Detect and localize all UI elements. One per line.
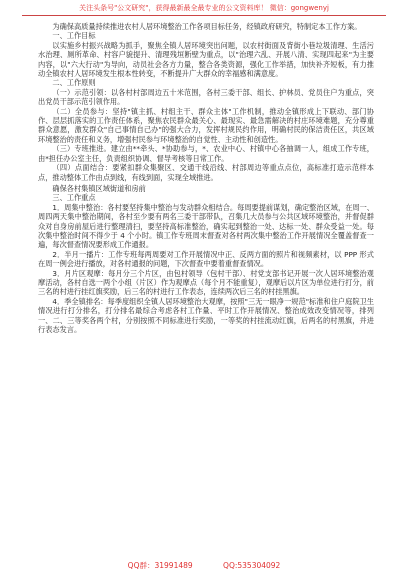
body-paragraph: （三）专班推进。建立由**牵头、*协助参与，*、农业中心、村镇中心各抽调一人，组成工作专班，由*担任办公室主任，负责组织协调、督导考核等日常工作。 [38,144,374,163]
section-heading: 二、工作原则 [52,78,96,88]
body-paragraph: 以实施乡村振兴战略为抓手，聚焦全镇人居环境突出问题，以农村街面及背街小巷垃圾清理、生活污水治理、厕所革命、村容户貌提升、清理残垣断壁为重点，以"治理六乱、开展八清、实现四起来"为主要内容，以"六大行动"为导向，动员社会各方力量，整合各类资源，强化工作举措，加快补齐短板，有力推动全镇农村人居环境发生根本性转变，不断提升广大群众的幸福感和满意度。 [38,40,374,79]
body-paragraph: 2．半月一播片：工作专班每两周要对工作开展情况中正、反两方面的照片和视频素材，以 PPP 形式在周一例会进行播放，对各村通报的问题，下次督查中要着重督查情况。 [38,249,374,269]
body-paragraph: 确保各村集镇区域街道和房前 [52,183,146,193]
body-paragraph: （四）点面结合：要紧扣群众集聚区、交通干线沿线、村部周边等重点点位，高标准打造示范样本点，推动整体工作由点到线，有线到面，实现全域推进。 [38,163,374,182]
intro-paragraph: 为确保高质量持续推进农村人居环境整治工作各项目标任务，经镇政府研究，特制定本工作方案。 [52,22,362,31]
section-heading: 三、工作重点 [52,193,96,203]
header-banner [0,4,408,13]
document-body [38,22,374,334]
body-paragraph: 1．周集中整治：各村要坚持集中整治与发动群众相结合。每周要提前谋划，确定整治区域，在周一、周四两天集中整治期间，各村至少要有两名三委干部带队，召集几大员参与公共区域环境整治，并督促群众对自身房前屋后进行整理清扫，要坚持高标准整治，确实起到整治一处、达标一处、群众受益一处。每次集中整治时间不得少于 4 个小时。镇工作专班周末督查对各村两次集中整治工作开展情况全覆盖督查一遍，每次督查情况要形成工作通报。 [38,202,374,250]
footer-qq-group: QQ群：31991489 [127,561,193,570]
body-paragraph: 3．月片区观摩：每月分三个片区，由包村领导（包村干部）、村党支部书记开展一次人居环境整治观摩活动，各村自选一两个小组（片区）作为观摩点（每个月不能重复），观摩后以片区为单位进行打分，前三名的村进行挂红旗奖励，后三名的村进行工作表态，连续两次后三名的村挂黑旗。 [38,268,374,297]
header-text: 关注头条号"公文研究"，获得最新最全最专业的公文资料库！ 微信：gongwenyj [79,4,329,12]
footer-contact [0,560,408,571]
section-heading: 一、工作目标 [52,31,96,41]
body-paragraph: 4．季全镇排名：每季度组织全镇人居环境整治大观摩，按照"三无一眼净一规范"标准和住户庭院卫生情况进行打分排名，打分排名最综合考虑各村工作量、平时工作开展情况、整治成效改变情况等，排列一、二、三等奖各两个村，分别按照不同标准进行奖励，一等奖的村挂流动红旗，后两名的村黑旗，并进行表态发言。 [38,296,374,334]
footer-qq: QQ:535304092 [223,561,281,570]
body-paragraph: （一）示范引领：以各村村部周边五十米范围，各村三委干部、组长、护林员、党员住户为重点，突出党员干部示范引领作用。 [38,87,374,107]
body-paragraph: （二）全员参与：坚持"镇主抓、村组主干、群众主体"工作机制，推动全镇形成上下联动、部门协作、层层抓落实的工作责任体系，聚焦农民群众最关心、最现实、最急需解决的村庄环境难题，充分尊重群众意愿，激发群众"自己事情自己办"的强大合力，发挥村规民约作用，明确村民的保洁责任区，共区域环境整治的责任和义务，增强村民参与环境整治的自觉性、主动性和创造性。 [38,106,374,144]
header-divider [22,15,386,16]
